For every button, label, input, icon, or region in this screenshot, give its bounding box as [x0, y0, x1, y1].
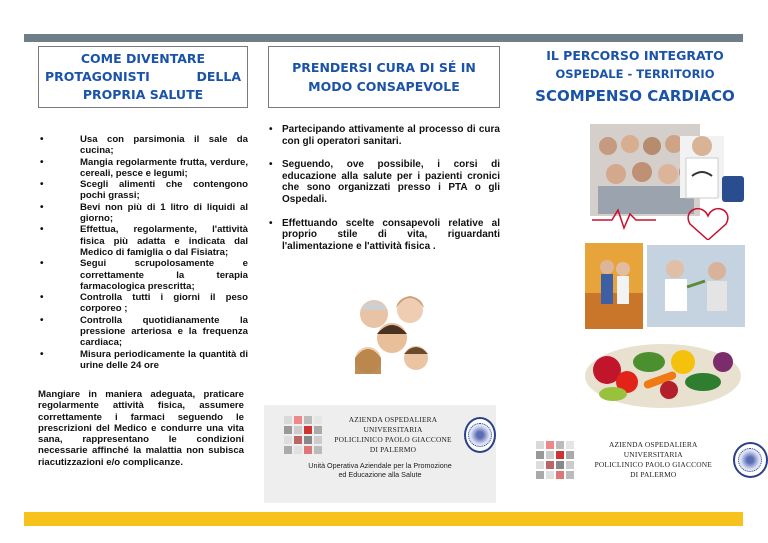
mosaic-logo-icon: [284, 416, 322, 454]
bottom-band: [24, 512, 743, 526]
vegetables-art: [583, 332, 743, 412]
list-item: • Effettuando scelte consapevoli relative al proprio stile di vita, riguardanti l'alimentazione e l'attività fisica .: [282, 218, 500, 253]
closing-paragraph: Mangiare in maniera adeguata, praticare regolarmente attività fisica, assumere correttamente i farmaci seguendo le prescrizioni del Medico e condurre una vita sana, rappresentano le condizioni necessarie affinché la malattia non subisca riacutizzazioni e/o complicanze.: [38, 389, 244, 468]
list-item: • Partecipando attivamente al processo di cura con gli operatori sanitari.: [282, 124, 500, 147]
list-item: • Segui scrupolosamente e correttamente la terapia farmacologica prescritta;: [80, 258, 248, 292]
list-item: • Controlla quotidianamente la pressione arteriosa e la frequenza cardiaca;: [80, 315, 248, 349]
list-item: • Controlla tutti i giorni il peso corporeo ;: [80, 292, 248, 315]
panel-prendersi-cura: [268, 42, 500, 264]
university-seal-icon: [733, 442, 768, 478]
mosaic-logo-icon: [536, 441, 574, 479]
list-item: • Misura periodicamente la quantità di urine delle 24 ore: [80, 349, 248, 372]
family-photo: [330, 280, 458, 392]
list-item: • Seguendo, ove possibile, i corsi di educazione alla salute per i pazienti cronici che sono organizzati presso i PTA o gli Ospedali.: [282, 159, 500, 205]
top-band: [24, 34, 743, 42]
list-item: • Bevi non più di 1 litro di liquidi al giorno;: [80, 202, 248, 225]
panel-percorso: [520, 42, 750, 106]
health-tips-list: [38, 134, 248, 371]
patients-doctor-art: [588, 116, 748, 240]
active-seniors-photo: [585, 243, 747, 329]
list-item: • Scegli alimenti che contengono pochi grassi;: [80, 179, 248, 202]
panel1-title: COME DIVENTARE PROTAGONISTI DELLA PROPRIA SALUTE: [38, 46, 248, 108]
hospital-logo: AZIENDA OSPEDALIERA UNIVERSITARIA POLICLINICO PAOLO GIACCONE DI PALERMO: [284, 415, 496, 455]
family-photo-art: [330, 280, 458, 392]
panel3-title: IL PERCORSO INTEGRATO OSPEDALE - TERRITORIO SCOMPENSO CARDIACO: [520, 46, 750, 106]
list-item: • Effettua, regolarmente, l'attività fisica più adatta e indicata dal Medico di famiglia o dal Fisiatra;: [80, 224, 248, 258]
vegetables-photo: [583, 332, 743, 412]
patients-doctor-photo: [588, 116, 748, 240]
panel2-title: PRENDERSI CURA DI SÉ IN MODO CONSAPEVOLE: [268, 46, 500, 108]
active-seniors-art: [585, 243, 747, 329]
hospital-logo-back: AZIENDA OSPEDALIERA UNIVERSITARIA POLICLINICO PAOLO GIACCONE DI PALERMO: [536, 440, 768, 480]
self-care-list: [268, 124, 500, 252]
department-footer: [264, 405, 496, 503]
panel-protagonisti: [38, 42, 248, 371]
unit-caption: Unità Operativa Aziendale per la Promozione ed Educazione alla Salute: [308, 461, 452, 479]
list-item: • Usa con parsimonia il sale da cucina;: [80, 134, 248, 157]
university-seal-icon: [464, 417, 496, 453]
list-item: • Mangia regolarmente frutta, verdure, cereali, pesce e legumi;: [80, 157, 248, 180]
